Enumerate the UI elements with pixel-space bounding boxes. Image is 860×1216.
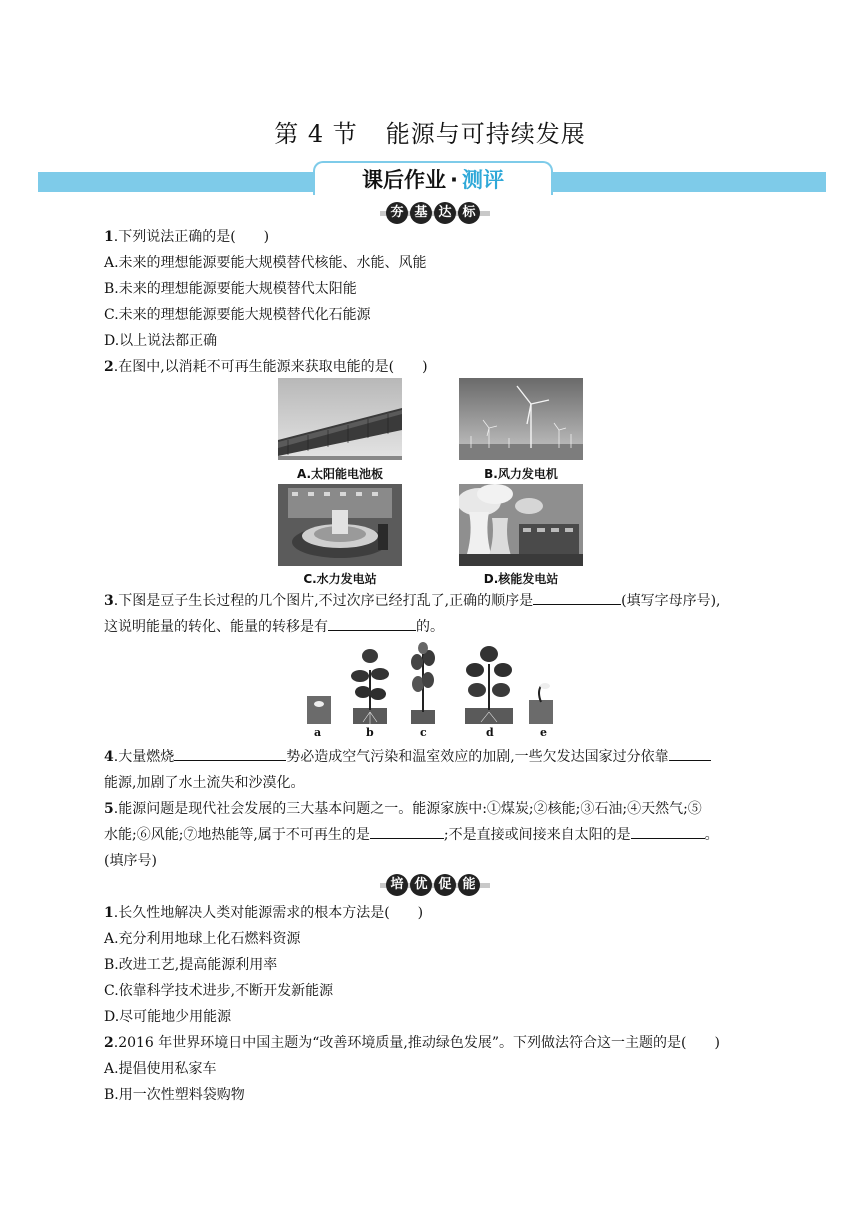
option-d: D.尽可能地少用能源 (104, 1009, 232, 1025)
solar-panel-photo (278, 378, 402, 460)
option-b: B.改进工艺,提高能源利用率 (104, 957, 278, 973)
advanced-question-1-stem: 1.长久性地解决人类对能源需求的根本方法是( ) (104, 905, 424, 921)
plant-label-a: a (314, 726, 322, 739)
option-a: A.充分利用地球上化石燃料资源 (104, 931, 301, 947)
section-name: 能源与可持续发展 (385, 120, 586, 148)
section-badge-advanced: 培 优 促 能 (386, 874, 482, 896)
plant-d-image (465, 646, 513, 724)
homework-banner: 课后作业 · 测评 (313, 161, 553, 195)
caption-b: B.风力发电机 (484, 467, 558, 481)
caption-d: D.核能发电站 (483, 572, 559, 586)
question-4-line1: 4.大量燃烧 势必造成空气污染和温室效应的加剧,一些欠发达国家过分依靠 (104, 746, 711, 766)
question-5-line1: 5.能源问题是现代社会发展的三大基本问题之一。能源家族中:①煤炭;②核能;③石油;④天然气;⑤ (104, 801, 702, 817)
question-4-line2: 能源,加剧了水土流失和沙漠化。 (104, 775, 305, 791)
answer-blank[interactable] (533, 590, 621, 605)
caption-a: A.太阳能电池板 (296, 467, 384, 481)
answer-blank[interactable] (370, 824, 444, 839)
plant-label-b: b (366, 726, 374, 739)
answer-blank[interactable] (328, 616, 416, 631)
caption-c: C.水力发电站 (303, 572, 377, 586)
question-3-line1: 3.下图是豆子生长过程的几个图片,不过次序已经打乱了,正确的顺序是 (填写字母序号), (104, 590, 720, 610)
answer-blank[interactable] (669, 746, 711, 761)
question-5-line3: (填序号) (104, 853, 157, 869)
advanced-question-2-stem: 2.2016 年世界环境日中国主题为“改善环境质量,推动绿色发展”。下列做法符合这一主题的是( ) (104, 1035, 720, 1051)
option-b: B.用一次性塑料袋购物 (104, 1087, 245, 1103)
question-5-line2: 水能;⑥风能;⑦地热能等,属于不可再生的是 ;不是直接或间接来自太阳的是 。 (104, 824, 719, 844)
bean-growth-images (305, 640, 555, 726)
plant-b-image (351, 649, 389, 724)
option-a: A.提倡使用私家车 (104, 1061, 217, 1077)
wind-turbine-photo (459, 378, 583, 460)
plant-label-c: c (420, 726, 427, 739)
option-d: D.以上说法都正确 (104, 333, 218, 349)
page-title (0, 114, 860, 149)
answer-blank[interactable] (174, 746, 286, 761)
section-number: 第 4 节 (274, 120, 358, 148)
question-2-stem: 2.在图中,以消耗不可再生能源来获取电能的是( ) (104, 359, 428, 375)
option-c: C.依靠科学技术进步,不断开发新能源 (104, 983, 334, 999)
nuclear-station-photo (459, 484, 583, 566)
hydro-station-photo (278, 484, 402, 566)
plant-label-e: e (540, 726, 547, 739)
section-badge-basic: 夯 基 达 标 (386, 202, 482, 224)
plant-a-image (307, 696, 331, 724)
question-1-stem: 1.下列说法正确的是( ) (104, 229, 270, 245)
answer-blank[interactable] (631, 824, 705, 839)
option-b: B.未来的理想能源要能大规模替代太阳能 (104, 281, 357, 297)
option-a: A.未来的理想能源要能大规模替代核能、水能、风能 (104, 255, 427, 271)
plant-c-image (411, 642, 435, 724)
question-3-line2: 这说明能量的转化、能量的转移是有 的。 (104, 616, 444, 636)
plant-label-d: d (486, 726, 494, 739)
plant-e-image (529, 683, 553, 724)
option-c: C.未来的理想能源要能大规模替代化石能源 (104, 307, 371, 323)
